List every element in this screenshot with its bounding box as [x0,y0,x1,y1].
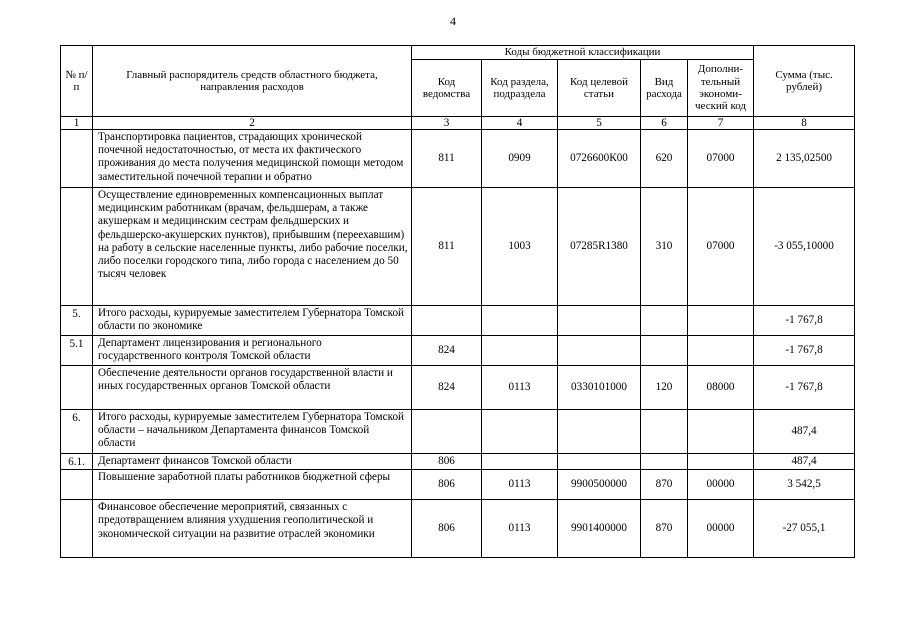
row-name: Осуществление единовременных компенсационных выплат медицинским работникам (врачам, фельдшерам, а также акушеркам и медицинским сестрам фельдшерских и фельдшерско-акушерских пунктов), прибывшим (переехавшим) на работу в сельские населенные пункты, либо рабочие поселки, либо поселки городского типа, либо города с населением до 50 тысяч человек [93,188,412,306]
row-vid [641,410,688,454]
row-sum: -27 055,1 [754,500,855,558]
row-ved [412,410,482,454]
row-razdel: 0113 [482,500,558,558]
row-num [61,130,93,188]
row-ved: 811 [412,188,482,306]
row-sum: 2 135,02500 [754,130,855,188]
row-name: Повышение заработной платы работников бюджетной сферы [93,470,412,500]
header-codes-group: Коды бюджетной классификации [412,46,754,60]
row-razdel [482,454,558,470]
budget-table [60,45,855,558]
table-row [61,306,855,336]
column-number: 3 [412,117,482,130]
row-sum: 487,4 [754,454,855,470]
row-vid [641,454,688,470]
row-name: Финансовое обеспечение мероприятий, связанных с предотвращением влияния ухудшения геополитической и экономической ситуации на развитие отраслей экономики [93,500,412,558]
row-sum: -3 055,10000 [754,188,855,306]
row-extra [688,306,754,336]
row-target: 9901400000 [558,500,641,558]
row-name: Итого расходы, курируемые заместителем Губернатора Томской области – начальником Департамента финансов Томской области [93,410,412,454]
row-sum: -1 767,8 [754,336,855,366]
column-number: 4 [482,117,558,130]
row-target [558,454,641,470]
column-number: 7 [688,117,754,130]
row-sum: -1 767,8 [754,306,855,336]
row-vid: 870 [641,500,688,558]
header-razdel: Код раздела, подраздела [482,60,558,117]
row-ved: 824 [412,336,482,366]
row-num [61,500,93,558]
header-ved: Код ведомства [412,60,482,117]
page-number: 4 [450,14,456,28]
row-extra [688,454,754,470]
row-razdel [482,306,558,336]
row-extra: 08000 [688,366,754,410]
row-num: 5. [61,306,93,336]
row-target: 0330101000 [558,366,641,410]
row-ved: 806 [412,454,482,470]
row-vid [641,306,688,336]
row-name: Департамент финансов Томской области [93,454,412,470]
row-target [558,336,641,366]
row-extra [688,410,754,454]
table-row [61,366,855,410]
header-target: Код целевой статьи [558,60,641,117]
row-vid: 310 [641,188,688,306]
row-razdel: 0909 [482,130,558,188]
row-num [61,366,93,410]
row-sum: -1 767,8 [754,366,855,410]
row-ved: 824 [412,366,482,410]
row-ved: 806 [412,500,482,558]
row-name: Обеспечение деятельности органов государственной власти и иных государственных органов Томской области [93,366,412,410]
row-razdel [482,336,558,366]
row-extra: 07000 [688,188,754,306]
row-razdel [482,410,558,454]
row-target: 9900500000 [558,470,641,500]
column-number: 1 [61,117,93,130]
table-row [61,188,855,306]
header-extra: Дополни-тельный экономи-ческий код [688,60,754,117]
table-row [61,500,855,558]
column-number: 2 [93,117,412,130]
table-row [61,454,855,470]
column-number: 5 [558,117,641,130]
row-vid: 870 [641,470,688,500]
table-row [61,470,855,500]
row-ved [412,306,482,336]
row-ved: 811 [412,130,482,188]
row-target [558,306,641,336]
header-name: Главный распорядитель средств областного бюджета, направления расходов [93,46,412,117]
row-num: 6. [61,410,93,454]
row-razdel: 0113 [482,366,558,410]
row-num: 6.1. [61,454,93,470]
row-name: Транспортировка пациентов, страдающих хронической почечной недостаточностью, от места их фактического проживания до места получения медицинской помощи методом заместительной почечной терапии и обратно [93,130,412,188]
column-number: 8 [754,117,855,130]
row-sum: 3 542,5 [754,470,855,500]
row-target [558,410,641,454]
row-razdel: 1003 [482,188,558,306]
row-num: 5.1 [61,336,93,366]
table-row [61,410,855,454]
row-ved: 806 [412,470,482,500]
row-extra: 00000 [688,500,754,558]
table-row [61,130,855,188]
row-num [61,470,93,500]
table-row [61,336,855,366]
row-sum: 487,4 [754,410,855,454]
row-razdel: 0113 [482,470,558,500]
row-name: Итого расходы, курируемые заместителем Губернатора Томской области по экономике [93,306,412,336]
row-vid: 620 [641,130,688,188]
row-vid [641,336,688,366]
row-name: Департамент лицензирования и регионального государственного контроля Томской области [93,336,412,366]
row-extra [688,336,754,366]
row-target: 0726600К00 [558,130,641,188]
column-number: 6 [641,117,688,130]
header-vid: Вид расхода [641,60,688,117]
row-num [61,188,93,306]
header-num: № п/п [61,46,93,117]
row-vid: 120 [641,366,688,410]
header-sum: Сумма (тыс. рублей) [754,46,855,117]
row-extra: 07000 [688,130,754,188]
row-target: 07285R1380 [558,188,641,306]
row-extra: 00000 [688,470,754,500]
